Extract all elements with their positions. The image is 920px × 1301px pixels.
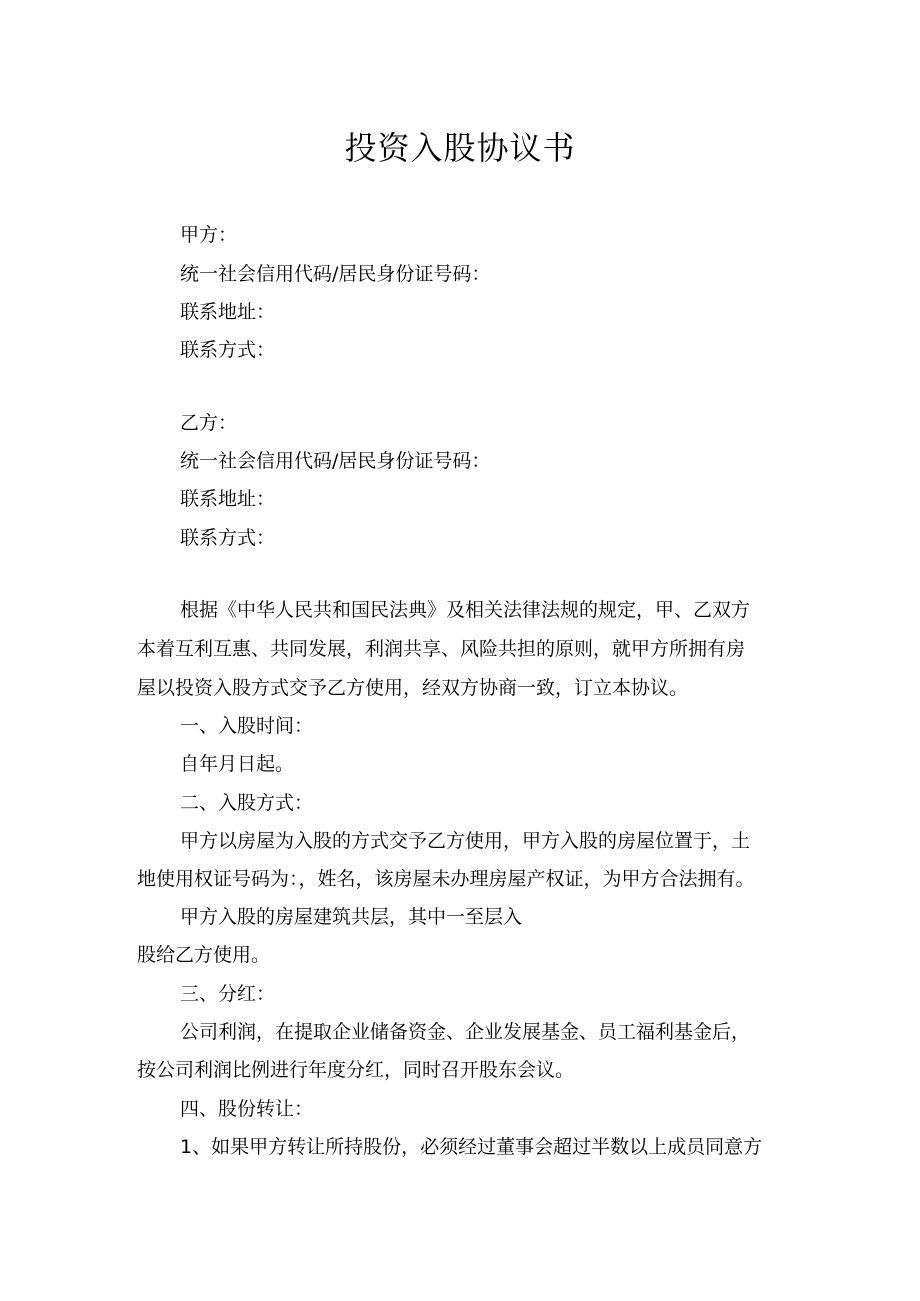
- party-a-contact-label: 联系方式：: [180, 339, 276, 361]
- section-2-heading: 二、入股方式：: [180, 792, 314, 814]
- section-1-heading: 一、入股时间：: [180, 715, 314, 737]
- party-a-code-label: 统一社会信用代码/居民身份证号码：: [180, 263, 491, 285]
- intro-line-3: 屋以投资入股方式交予乙方使用，经双方协商一致，订立本协议。: [137, 677, 689, 699]
- party-b-contact-label: 联系方式：: [180, 527, 276, 549]
- party-a-address-label: 联系地址：: [180, 301, 276, 323]
- section-1-body: 自年月日起。: [180, 753, 295, 775]
- intro-line-2: 本着互利互惠、共同发展，利润共享、风险共担的原则，就甲方所拥有房: [137, 638, 746, 660]
- section-4-heading: 四、股份转让：: [180, 1098, 314, 1120]
- party-b-address-label: 联系地址：: [180, 488, 276, 510]
- party-b-code-label: 统一社会信用代码/居民身份证号码：: [180, 450, 491, 472]
- party-a-label: 甲方：: [180, 224, 238, 246]
- section-2-para1-line-1: 甲方以房屋为入股的方式交予乙方使用，甲方入股的房屋位置于，土: [180, 830, 751, 852]
- section-3-heading: 三、分红：: [180, 983, 276, 1005]
- document-title: 投资入股协议书: [344, 129, 576, 167]
- intro-line-1: 根据《中华人民共和国民法典》及相关法律法规的规定，甲、乙双方: [180, 599, 751, 621]
- section-2-para2-line-2: 股给乙方使用。: [137, 944, 271, 966]
- section-2-para1-line-2: 地使用权证号码为：，姓名，该房屋未办理房屋产权证，为甲方合法拥有。: [137, 868, 755, 890]
- section-2-para2-line-1: 甲方入股的房屋建筑共层，其中一至层入: [180, 906, 523, 928]
- section-4-item-1: 1、如果甲方转让所持股份，必须经过董事会超过半数以上成员同意方: [180, 1136, 763, 1158]
- party-b-label: 乙方：: [180, 412, 238, 434]
- section-3-body-line-2: 按公司利润比例进行年度分红，同时召开股东会议。: [137, 1059, 575, 1081]
- section-3-body-line-1: 公司利润，在提取企业储备资金、企业发展基金、员工福利基金后，: [180, 1021, 751, 1043]
